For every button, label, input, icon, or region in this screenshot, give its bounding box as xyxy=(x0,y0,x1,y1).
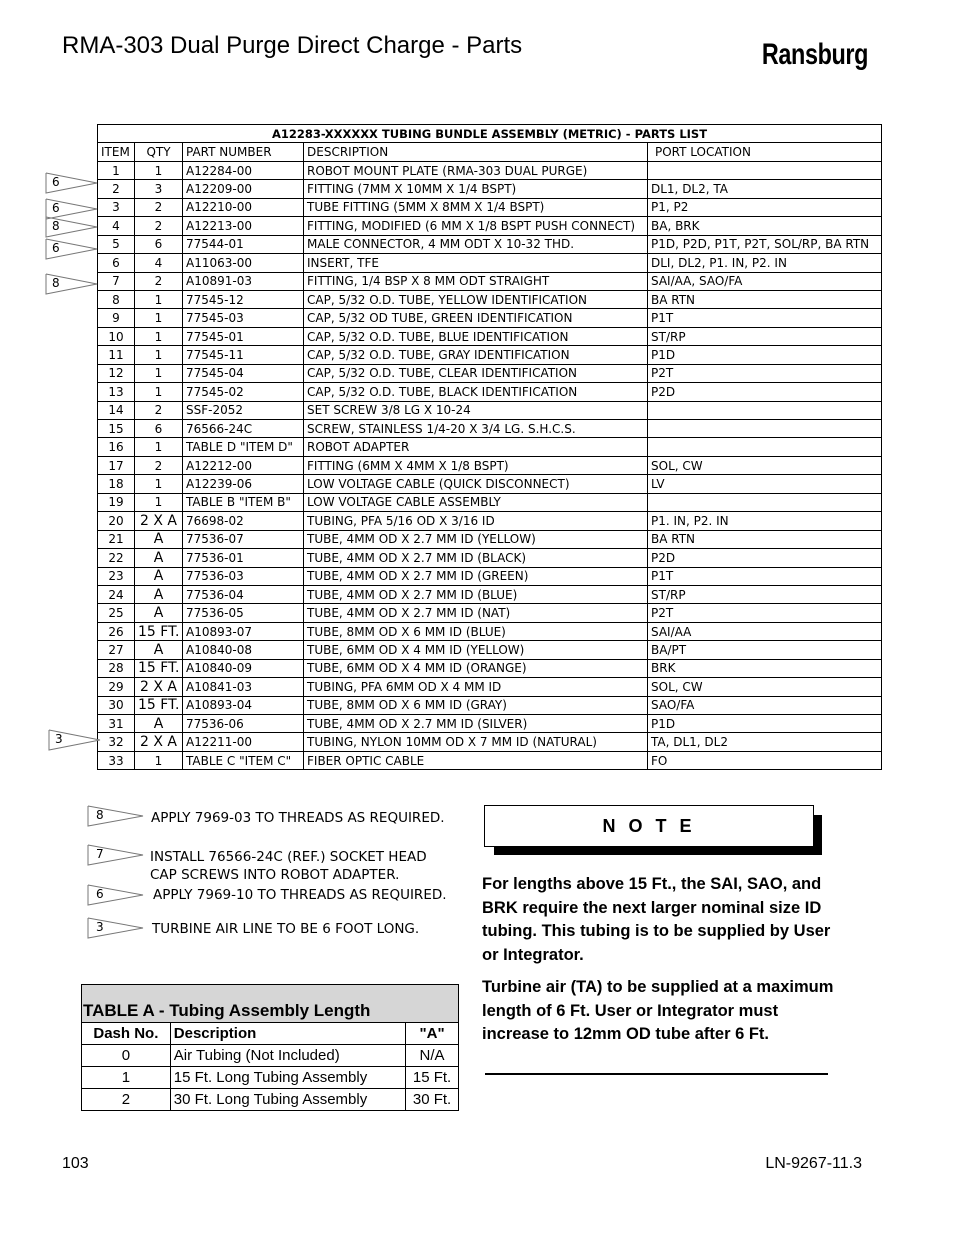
qty-cell: 1 xyxy=(135,290,183,308)
table-row xyxy=(98,290,882,308)
item-cell: 6 xyxy=(98,254,135,272)
item-cell: 3 xyxy=(98,198,135,216)
item-cell: 22 xyxy=(98,549,135,567)
table-row xyxy=(98,604,882,622)
part-number-cell: A12213-00 xyxy=(183,217,304,235)
qty-cell: A xyxy=(135,715,183,733)
qty-cell: 1 xyxy=(135,327,183,345)
table-row xyxy=(98,254,882,272)
port-location-cell: SOL, CW xyxy=(648,678,882,696)
table-row xyxy=(98,217,882,235)
qty-cell: 1 xyxy=(135,383,183,401)
qty-cell: 1 xyxy=(135,309,183,327)
table-row xyxy=(98,438,882,456)
table-a-header: Dash No. xyxy=(82,1023,171,1045)
table-row xyxy=(98,622,882,640)
qty-cell: 2 xyxy=(135,217,183,235)
port-location-cell: BA RTN xyxy=(648,290,882,308)
table-row xyxy=(98,549,882,567)
description-cell: CAP, 5/32 OD TUBE, GREEN IDENTIFICATION xyxy=(304,309,648,327)
qty-cell: 2 xyxy=(135,401,183,419)
qty-cell: 6 xyxy=(135,420,183,438)
port-location-cell xyxy=(648,420,882,438)
parts-list-table xyxy=(97,124,882,770)
port-location-cell: SAO/FA xyxy=(648,696,882,714)
description-cell: TUBE, 4MM OD X 2.7 MM ID (NAT) xyxy=(304,604,648,622)
qty-cell: 2 xyxy=(135,272,183,290)
port-location-cell: P2T xyxy=(648,604,882,622)
port-location-cell: P1D, P2D, P1T, P2T, SOL/RP, BA RTN xyxy=(648,235,882,253)
callout-marker: 8 xyxy=(45,216,105,238)
port-location-cell: BA/PT xyxy=(648,641,882,659)
part-number-cell: A12239-06 xyxy=(183,475,304,493)
parts-list-title: A12283-XXXXXX TUBING BUNDLE ASSEMBLY (METRIC) - PARTS LIST xyxy=(98,125,882,143)
port-location-cell: P2T xyxy=(648,364,882,382)
description-cell: TUBE FITTING (5MM X 8MM X 1/4 BSPT) xyxy=(304,198,648,216)
port-location-cell xyxy=(648,161,882,179)
table-row xyxy=(98,161,882,179)
callout-marker: 6 xyxy=(45,238,105,260)
col-header-item: ITEM xyxy=(98,143,135,161)
table-cell: 0 xyxy=(82,1045,171,1067)
item-cell: 24 xyxy=(98,585,135,603)
port-location-cell: BA, BRK xyxy=(648,217,882,235)
table-a-title: TABLE A - Tubing Assembly Length xyxy=(82,985,459,1023)
port-location-cell: BRK xyxy=(648,659,882,677)
table-a-tubing-length xyxy=(81,984,459,1111)
table-row xyxy=(82,1067,459,1089)
note-paragraph: For lengths above 15 Ft., the SAI, SAO, and BRK require the next larger nominal size ID tubing. This tubing is to be supplied by User or Integrator. xyxy=(482,875,831,964)
part-number-cell: 76566-24C xyxy=(183,420,304,438)
table-row xyxy=(98,401,882,419)
parts-list-title-row xyxy=(98,125,882,143)
table-row xyxy=(82,1045,459,1067)
table-cell: 30 Ft. Long Tubing Assembly xyxy=(170,1089,405,1111)
part-number-cell: 77545-12 xyxy=(183,290,304,308)
qty-cell: 15 FT. xyxy=(135,659,183,677)
item-cell: 4 xyxy=(98,217,135,235)
table-row xyxy=(82,1089,459,1111)
port-location-cell: DL1, DL2, TA xyxy=(648,180,882,198)
description-cell: MALE CONNECTOR, 4 MM ODT X 10-32 THD. xyxy=(304,235,648,253)
table-row xyxy=(98,530,882,548)
part-number-cell: 77536-06 xyxy=(183,715,304,733)
qty-cell: A xyxy=(135,567,183,585)
table-row xyxy=(98,678,882,696)
qty-cell: 1 xyxy=(135,438,183,456)
description-cell: TUBE, 4MM OD X 2.7 MM ID (BLACK) xyxy=(304,549,648,567)
description-cell: CAP, 5/32 O.D. TUBE, GRAY IDENTIFICATION xyxy=(304,346,648,364)
qty-cell: 1 xyxy=(135,475,183,493)
item-cell: 28 xyxy=(98,659,135,677)
col-header-qty: QTY xyxy=(135,143,183,161)
part-number-cell: 77544-01 xyxy=(183,235,304,253)
item-cell: 20 xyxy=(98,512,135,530)
part-number-cell: SSF-2052 xyxy=(183,401,304,419)
item-cell: 18 xyxy=(98,475,135,493)
part-number-cell: A12210-00 xyxy=(183,198,304,216)
table-cell: 1 xyxy=(82,1067,171,1089)
item-cell: 19 xyxy=(98,493,135,511)
table-cell: N/A xyxy=(406,1045,459,1067)
note-text: CAP SCREWS INTO ROBOT ADAPTER. xyxy=(150,867,400,883)
part-number-cell: 77545-04 xyxy=(183,364,304,382)
qty-cell: A xyxy=(135,585,183,603)
item-cell: 32 xyxy=(98,733,135,751)
table-a-header-row xyxy=(82,1023,459,1045)
description-cell: TUBING, PFA 5/16 OD X 3/16 ID xyxy=(304,512,648,530)
item-cell: 7 xyxy=(98,272,135,290)
table-row xyxy=(98,493,882,511)
table-row xyxy=(98,641,882,659)
qty-cell: 2 xyxy=(135,198,183,216)
table-row xyxy=(98,585,882,603)
part-number-cell: A12209-00 xyxy=(183,180,304,198)
table-cell: 2 xyxy=(82,1089,171,1111)
note-marker: 8 xyxy=(87,805,147,827)
table-cell: 30 Ft. xyxy=(406,1089,459,1111)
table-row xyxy=(98,346,882,364)
description-cell: CAP, 5/32 O.D. TUBE, YELLOW IDENTIFICATION xyxy=(304,290,648,308)
item-cell: 23 xyxy=(98,567,135,585)
description-cell: TUBE, 8MM OD X 6 MM ID (BLUE) xyxy=(304,622,648,640)
part-number-cell: 77536-07 xyxy=(183,530,304,548)
table-row xyxy=(98,751,882,769)
col-header-part-number: PART NUMBER xyxy=(183,143,304,161)
note-marker: 3 xyxy=(87,917,147,939)
table-row xyxy=(98,383,882,401)
item-cell: 15 xyxy=(98,420,135,438)
item-cell: 16 xyxy=(98,438,135,456)
description-cell: FITTING, MODIFIED (6 MM X 1/8 BSPT PUSH CONNECT) xyxy=(304,217,648,235)
table-row xyxy=(98,180,882,198)
qty-cell: 1 xyxy=(135,493,183,511)
port-location-cell: ST/RP xyxy=(648,585,882,603)
callout-marker: 8 xyxy=(45,273,105,295)
description-cell: CAP, 5/32 O.D. TUBE, BLUE IDENTIFICATION xyxy=(304,327,648,345)
part-number-cell: 77536-05 xyxy=(183,604,304,622)
description-cell: FITTING (6MM X 4MM X 1/8 BSPT) xyxy=(304,456,648,474)
description-cell: FITTING (7MM X 10MM X 1/4 BSPT) xyxy=(304,180,648,198)
part-number-cell: 76698-02 xyxy=(183,512,304,530)
part-number-cell: A12212-00 xyxy=(183,456,304,474)
part-number-cell: 77545-11 xyxy=(183,346,304,364)
port-location-cell xyxy=(648,493,882,511)
qty-cell: 1 xyxy=(135,751,183,769)
part-number-cell: A10893-07 xyxy=(183,622,304,640)
qty-cell: 2 X A xyxy=(135,733,183,751)
description-cell: LOW VOLTAGE CABLE ASSEMBLY xyxy=(304,493,648,511)
note-text: APPLY 7969-03 TO THREADS AS REQUIRED. xyxy=(151,810,445,826)
item-cell: 33 xyxy=(98,751,135,769)
port-location-cell: P1. IN, P2. IN xyxy=(648,512,882,530)
item-cell: 29 xyxy=(98,678,135,696)
table-row xyxy=(98,696,882,714)
part-number-cell: TABLE C "ITEM C" xyxy=(183,751,304,769)
port-location-cell: LV xyxy=(648,475,882,493)
item-cell: 30 xyxy=(98,696,135,714)
callout-marker: 6 xyxy=(45,172,105,194)
port-location-cell: ST/RP xyxy=(648,327,882,345)
table-row xyxy=(98,364,882,382)
table-row xyxy=(98,567,882,585)
port-location-cell: P1, P2 xyxy=(648,198,882,216)
table-row xyxy=(98,327,882,345)
port-location-cell: FO xyxy=(648,751,882,769)
port-location-cell: SOL, CW xyxy=(648,456,882,474)
note-marker: 7 xyxy=(87,844,147,866)
part-number-cell: A11063-00 xyxy=(183,254,304,272)
port-location-cell: P1T xyxy=(648,309,882,327)
qty-cell: 15 FT. xyxy=(135,622,183,640)
qty-cell: A xyxy=(135,641,183,659)
item-cell: 14 xyxy=(98,401,135,419)
part-number-cell: TABLE D "ITEM D" xyxy=(183,438,304,456)
part-number-cell: 77545-01 xyxy=(183,327,304,345)
item-cell: 13 xyxy=(98,383,135,401)
table-a-caption-row xyxy=(82,985,459,1023)
item-cell: 12 xyxy=(98,364,135,382)
port-location-cell: P2D xyxy=(648,383,882,401)
note-text: APPLY 7969-10 TO THREADS AS REQUIRED. xyxy=(153,887,447,903)
qty-cell: 1 xyxy=(135,364,183,382)
part-number-cell: A10893-04 xyxy=(183,696,304,714)
table-row xyxy=(98,309,882,327)
callout-marker: 6 xyxy=(45,198,105,220)
qty-cell: 1 xyxy=(135,346,183,364)
table-cell: 15 Ft. xyxy=(406,1067,459,1089)
parts-list-header-row xyxy=(98,143,882,161)
description-cell: TUBING, PFA 6MM OD X 4 MM ID xyxy=(304,678,648,696)
table-row xyxy=(98,659,882,677)
item-cell: 8 xyxy=(98,290,135,308)
note-marker: 6 xyxy=(87,884,147,906)
description-cell: TUBE, 4MM OD X 2.7 MM ID (BLUE) xyxy=(304,585,648,603)
table-row xyxy=(98,235,882,253)
qty-cell: 2 xyxy=(135,456,183,474)
note-text: TURBINE AIR LINE TO BE 6 FOOT LONG. xyxy=(152,921,420,937)
description-cell: SCREW, STAINLESS 1/4-20 X 3/4 LG. S.H.C.S. xyxy=(304,420,648,438)
port-location-cell: DLI, DL2, P1. IN, P2. IN xyxy=(648,254,882,272)
qty-cell: A xyxy=(135,549,183,567)
qty-cell: 6 xyxy=(135,235,183,253)
table-a-header: Description xyxy=(170,1023,405,1045)
description-cell: TUBING, NYLON 10MM OD X 7 MM ID (NATURAL) xyxy=(304,733,648,751)
part-number-cell: 77536-04 xyxy=(183,585,304,603)
description-cell: INSERT, TFE xyxy=(304,254,648,272)
description-cell: ROBOT MOUNT PLATE (RMA-303 DUAL PURGE) xyxy=(304,161,648,179)
qty-cell: A xyxy=(135,530,183,548)
col-header-port-location: PORT LOCATION xyxy=(648,143,882,161)
description-cell: TUBE, 4MM OD X 2.7 MM ID (GREEN) xyxy=(304,567,648,585)
qty-cell: A xyxy=(135,604,183,622)
part-number-cell: A12284-00 xyxy=(183,161,304,179)
qty-cell: 3 xyxy=(135,180,183,198)
item-cell: 2 xyxy=(98,180,135,198)
item-cell: 1 xyxy=(98,161,135,179)
description-cell: ROBOT ADAPTER xyxy=(304,438,648,456)
qty-cell: 4 xyxy=(135,254,183,272)
description-cell: TUBE, 4MM OD X 2.7 MM ID (SILVER) xyxy=(304,715,648,733)
description-cell: TUBE, 8MM OD X 6 MM ID (GRAY) xyxy=(304,696,648,714)
note-heading: N O T E xyxy=(602,816,696,836)
table-a-header: "A" xyxy=(406,1023,459,1045)
port-location-cell: SAI/AA xyxy=(648,622,882,640)
table-row xyxy=(98,733,882,751)
divider xyxy=(485,1073,828,1075)
description-cell: CAP, 5/32 O.D. TUBE, CLEAR IDENTIFICATION xyxy=(304,364,648,382)
part-number-cell: 77545-02 xyxy=(183,383,304,401)
document-number: LN-9267-11.3 xyxy=(765,1155,862,1172)
brand-logo: Ransburg xyxy=(761,38,868,71)
description-cell: TUBE, 6MM OD X 4 MM ID (YELLOW) xyxy=(304,641,648,659)
item-cell: 26 xyxy=(98,622,135,640)
page-title: RMA-303 Dual Purge Direct Charge - Parts xyxy=(62,32,523,59)
part-number-cell: A12211-00 xyxy=(183,733,304,751)
table-row xyxy=(98,456,882,474)
item-cell: 5 xyxy=(98,235,135,253)
table-row xyxy=(98,198,882,216)
item-cell: 25 xyxy=(98,604,135,622)
port-location-cell: SAI/AA, SAO/FA xyxy=(648,272,882,290)
item-cell: 27 xyxy=(98,641,135,659)
table-row xyxy=(98,420,882,438)
port-location-cell: BA RTN xyxy=(648,530,882,548)
item-cell: 31 xyxy=(98,715,135,733)
description-cell: SET SCREW 3/8 LG X 10-24 xyxy=(304,401,648,419)
port-location-cell: TA, DL1, DL2 xyxy=(648,733,882,751)
port-location-cell xyxy=(648,401,882,419)
col-header-description: DESCRIPTION xyxy=(304,143,648,161)
item-cell: 9 xyxy=(98,309,135,327)
port-location-cell: P2D xyxy=(648,549,882,567)
page-number: 103 xyxy=(62,1155,89,1172)
part-number-cell: A10840-08 xyxy=(183,641,304,659)
qty-cell: 2 X A xyxy=(135,678,183,696)
part-number-cell: A10841-03 xyxy=(183,678,304,696)
part-number-cell: 77545-03 xyxy=(183,309,304,327)
note-box xyxy=(484,805,814,847)
qty-cell: 15 FT. xyxy=(135,696,183,714)
qty-cell: 1 xyxy=(135,161,183,179)
description-cell: TUBE, 6MM OD X 4 MM ID (ORANGE) xyxy=(304,659,648,677)
item-cell: 21 xyxy=(98,530,135,548)
port-location-cell: P1D xyxy=(648,715,882,733)
item-cell: 10 xyxy=(98,327,135,345)
port-location-cell: P1T xyxy=(648,567,882,585)
table-row xyxy=(98,272,882,290)
part-number-cell: 77536-03 xyxy=(183,567,304,585)
item-cell: 11 xyxy=(98,346,135,364)
callout-marker: 3 xyxy=(48,729,108,751)
part-number-cell: TABLE B "ITEM B" xyxy=(183,493,304,511)
table-row xyxy=(98,715,882,733)
note-paragraph: Turbine air (TA) to be supplied at a maximum length of 6 Ft. User or Integrator must increase to 12mm OD tube after 6 Ft. xyxy=(482,978,834,1043)
table-row xyxy=(98,512,882,530)
item-cell: 17 xyxy=(98,456,135,474)
part-number-cell: 77536-01 xyxy=(183,549,304,567)
description-cell: TUBE, 4MM OD X 2.7 MM ID (YELLOW) xyxy=(304,530,648,548)
table-cell: 15 Ft. Long Tubing Assembly xyxy=(170,1067,405,1089)
description-cell: LOW VOLTAGE CABLE (QUICK DISCONNECT) xyxy=(304,475,648,493)
qty-cell: 2 X A xyxy=(135,512,183,530)
port-location-cell xyxy=(648,438,882,456)
part-number-cell: A10840-09 xyxy=(183,659,304,677)
description-cell: FITTING, 1/4 BSP X 8 MM ODT STRAIGHT xyxy=(304,272,648,290)
table-row xyxy=(98,475,882,493)
table-cell: Air Tubing (Not Included) xyxy=(170,1045,405,1067)
part-number-cell: A10891-03 xyxy=(183,272,304,290)
description-cell: FIBER OPTIC CABLE xyxy=(304,751,648,769)
port-location-cell: P1D xyxy=(648,346,882,364)
note-text: INSTALL 76566-24C (REF.) SOCKET HEAD xyxy=(150,849,427,865)
description-cell: CAP, 5/32 O.D. TUBE, BLACK IDENTIFICATION xyxy=(304,383,648,401)
